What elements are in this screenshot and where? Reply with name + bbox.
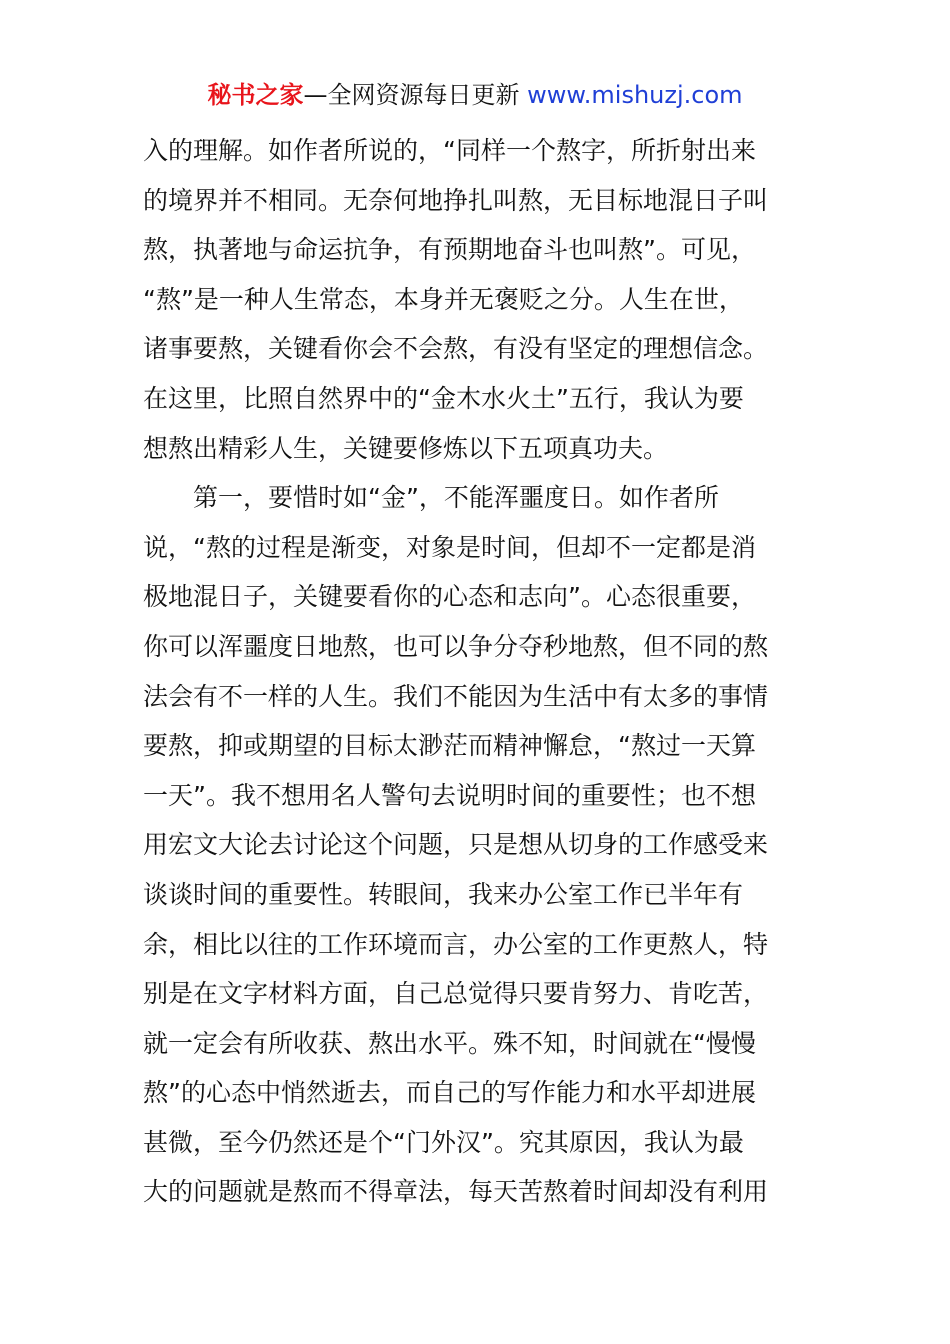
- header-slogan: —全网资源每日更新: [303, 81, 520, 109]
- text-line: 想熬出精彩人生，关键要修炼以下五项真功夫。: [143, 433, 669, 463]
- document-body: [143, 126, 807, 1217]
- text-line: 在这里，比照自然界中的“金木水火土”五行，我认为要: [143, 383, 744, 413]
- text-line: 谈谈时间的重要性。转眼间，我来办公室工作已半年有: [143, 879, 744, 909]
- site-url-link[interactable]: www.mishuzj.com: [527, 81, 743, 109]
- text-line: 一天”。我不想用名人警句去说明时间的重要性；也不想: [143, 780, 756, 810]
- text-line: 的境界并不相同。无奈何地挣扎叫熬，无目标地混日子叫: [143, 185, 769, 215]
- text-line: 法会有不一样的人生。我们不能因为生活中有太多的事情: [143, 681, 769, 711]
- text-line: 甚微，至今仍然还是个“门外汉”。究其原因，我认为最: [143, 1127, 744, 1157]
- text-line: 大的问题就是熬而不得章法，每天苦熬着时间却没有利用: [143, 1177, 769, 1207]
- page-header: [0, 78, 950, 112]
- text-line: 余，相比以往的工作环境而言，办公室的工作更熬人，特: [143, 929, 769, 959]
- text-line: 用宏文大论去讨论这个问题，只是想从切身的工作感受来: [143, 830, 769, 860]
- text-line: 你可以浑噩度日地熬，也可以争分夺秒地熬，但不同的熬: [143, 631, 769, 661]
- text-line: 就一定会有所收获、熬出水平。殊不知，时间就在“慢慢: [143, 1028, 756, 1058]
- brand-name: 秘书之家: [207, 81, 304, 109]
- text-line: 入的理解。如作者所说的，“同样一个熬字，所折射出来: [143, 136, 756, 165]
- text-line: 说，“熬的过程是渐变，对象是时间，但却不一定都是消: [143, 532, 756, 562]
- text-line: 别是在文字材料方面，自己总觉得只要肯努力、肯吃苦，: [143, 979, 769, 1009]
- text-line: 要熬，抑或期望的目标太渺茫而精神懈怠，“熬过一天算: [143, 731, 756, 761]
- text-line: 极地混日子，关键要看你的心态和志向”。心态很重要，: [143, 582, 756, 612]
- text-line: 诸事要熬，关键看你会不会熬，有没有坚定的理想信念。: [143, 334, 769, 364]
- text-line: 熬，执著地与命运抗争，有预期地奋斗也叫熬”。可见，: [143, 235, 756, 265]
- text-line: “熬”是一种人生常态，本身并无褒贬之分。人生在世，: [143, 284, 744, 314]
- text-line: 熬”的心态中悄然逝去，而自己的写作能力和水平却进展: [143, 1078, 756, 1108]
- paragraph-start-line: 第一，要惜时如“金”，不能浑噩度日。如作者所: [193, 483, 719, 513]
